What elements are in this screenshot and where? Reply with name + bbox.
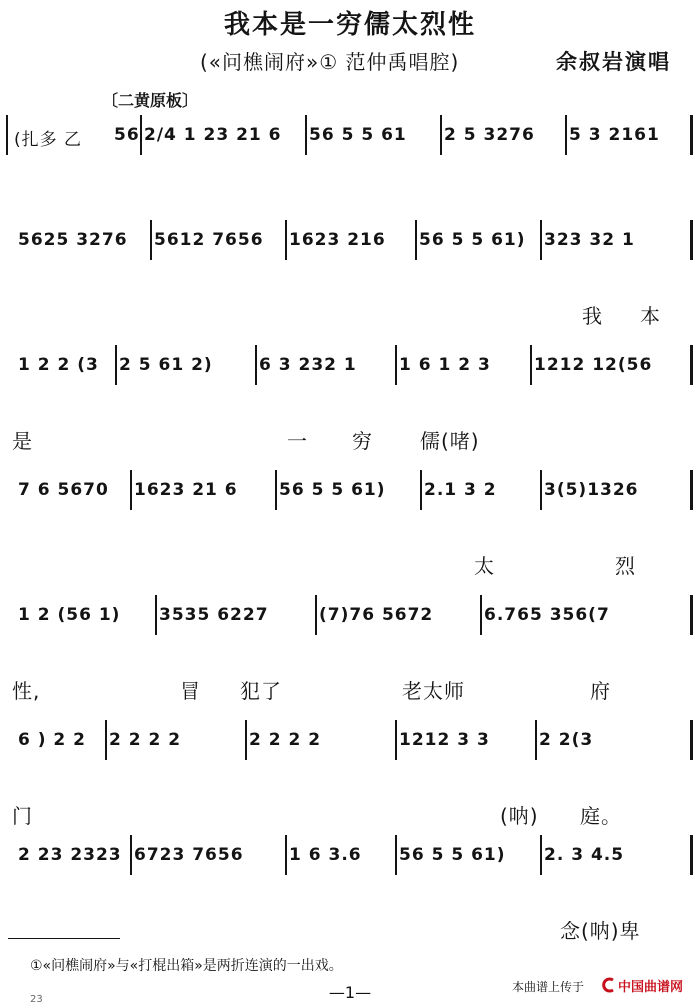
barline bbox=[140, 115, 142, 155]
barline bbox=[245, 720, 247, 760]
lyric-text: 冒 bbox=[180, 679, 201, 703]
measure: 1 6 3.6 bbox=[289, 845, 362, 865]
barline bbox=[690, 115, 693, 155]
barline bbox=[305, 115, 307, 155]
measure: 5 3 2161 bbox=[569, 125, 660, 145]
measure: 1 2 2 (3 bbox=[18, 355, 99, 375]
barline bbox=[150, 220, 152, 260]
score-row bbox=[0, 355, 700, 453]
corner-text: 23 bbox=[30, 994, 43, 1005]
measure: 6 ) 2 2 bbox=[18, 730, 87, 750]
performer-credit: 余叔岩演唱 bbox=[556, 50, 671, 74]
measure: 5612 7656 bbox=[154, 230, 264, 250]
barline bbox=[540, 835, 542, 875]
measure: 56 5 5 61 bbox=[309, 125, 407, 145]
lyric-text: 穷 bbox=[352, 429, 373, 453]
measure: 2.1 3 2 bbox=[424, 480, 497, 500]
measure: 2 2(3 bbox=[539, 730, 594, 750]
measure: 2 2 2 2 bbox=[109, 730, 182, 750]
lyric-text: 我 bbox=[582, 304, 603, 328]
score-row bbox=[0, 125, 700, 165]
score-row bbox=[0, 730, 700, 828]
measure: 2. 3 4.5 bbox=[544, 845, 625, 865]
barline bbox=[690, 720, 693, 760]
measure: 1212 12(56 bbox=[534, 355, 653, 375]
barline bbox=[535, 720, 537, 760]
lyric-text: 儒(啫) bbox=[420, 429, 480, 453]
measure: 323 32 1 bbox=[544, 230, 635, 250]
barline bbox=[565, 115, 567, 155]
measure: 56 5 5 61) bbox=[419, 230, 526, 250]
lyric-text: 老太师 bbox=[402, 679, 465, 703]
score-row bbox=[0, 480, 700, 578]
lyric-text: 太 bbox=[474, 554, 495, 578]
barline bbox=[440, 115, 442, 155]
barline bbox=[285, 220, 287, 260]
barline bbox=[255, 345, 257, 385]
page-number: —1— bbox=[328, 983, 372, 1002]
page-title: 我本是一穷儒太烈性 bbox=[223, 10, 476, 40]
barline bbox=[415, 220, 417, 260]
lyric-text: 一 bbox=[287, 429, 308, 453]
measure: 1212 3 3 bbox=[399, 730, 490, 750]
lyric-text: (呐) bbox=[500, 804, 539, 828]
barline bbox=[690, 470, 693, 510]
barline bbox=[6, 115, 8, 155]
barline bbox=[130, 470, 132, 510]
lyric-text: 门 bbox=[12, 804, 33, 828]
measure: 5625 3276 bbox=[18, 230, 128, 250]
site-name: 中国曲谱网 bbox=[618, 980, 684, 995]
barline bbox=[130, 835, 132, 875]
lyric-text: 庭。 bbox=[580, 804, 622, 828]
measure: 6 3 232 1 bbox=[259, 355, 357, 375]
barline bbox=[690, 220, 693, 260]
barline bbox=[480, 595, 482, 635]
barline bbox=[315, 595, 317, 635]
measure: 56 5 5 61) bbox=[279, 480, 386, 500]
measure: 7 6 5670 bbox=[18, 480, 109, 500]
score-row bbox=[0, 605, 700, 703]
barline bbox=[395, 835, 397, 875]
subtitle: («问樵闹府»① 范仲禹唱腔) bbox=[200, 50, 460, 74]
site-logo-icon bbox=[600, 977, 616, 993]
barline bbox=[395, 720, 397, 760]
footnote: ①«问樵闹府»与«打棍出箱»是两折连演的一出戏。 bbox=[30, 958, 343, 974]
lyric-text: 犯了 bbox=[240, 679, 282, 703]
lyric-text: 念(呐)卑 bbox=[560, 919, 641, 943]
lyric-text: 府 bbox=[590, 679, 611, 703]
lyric-text: 烈 bbox=[615, 554, 636, 578]
barline bbox=[530, 345, 532, 385]
barline bbox=[155, 595, 157, 635]
barline bbox=[690, 835, 693, 875]
upload-note: 本曲谱上传于 bbox=[512, 980, 585, 994]
section-label: 〔二黄原板〕 bbox=[102, 91, 199, 110]
measure: 2 2 2 2 bbox=[249, 730, 322, 750]
barline bbox=[420, 470, 422, 510]
barline bbox=[285, 835, 287, 875]
measure: (7)76 5672 bbox=[319, 605, 434, 625]
barline bbox=[540, 470, 542, 510]
barline bbox=[105, 720, 107, 760]
measure: 56 5 5 61) bbox=[399, 845, 506, 865]
measure: 2 5 61 2) bbox=[119, 355, 213, 375]
barline bbox=[115, 345, 117, 385]
barline bbox=[395, 345, 397, 385]
measure: 56 bbox=[114, 125, 140, 145]
measure: 1 6 1 2 3 bbox=[399, 355, 491, 375]
score-row bbox=[0, 845, 700, 943]
measure: 3(5)1326 bbox=[544, 480, 639, 500]
measure: 1623 216 bbox=[289, 230, 386, 250]
barline bbox=[690, 595, 693, 635]
score-row bbox=[0, 230, 700, 328]
lyric-text: 性, bbox=[12, 679, 41, 703]
barline bbox=[540, 220, 542, 260]
measure: 6723 7656 bbox=[134, 845, 244, 865]
lyric-text: 本 bbox=[640, 304, 661, 328]
measure: 1 2 (56 1) bbox=[18, 605, 121, 625]
measure: 3535 6227 bbox=[159, 605, 269, 625]
measure: 6.765 356(7 bbox=[484, 605, 610, 625]
measure: 2 23 2323 bbox=[18, 845, 122, 865]
measure: 1623 21 6 bbox=[134, 480, 238, 500]
lyric-text: 是 bbox=[12, 429, 33, 453]
barline bbox=[275, 470, 277, 510]
measure: 2 5 3276 bbox=[444, 125, 535, 145]
barline bbox=[690, 345, 693, 385]
measure: 2/4 1 23 21 6 bbox=[144, 125, 282, 145]
footnote-rule bbox=[8, 938, 120, 939]
intro-percussion: (扎多 乙 bbox=[14, 130, 83, 150]
